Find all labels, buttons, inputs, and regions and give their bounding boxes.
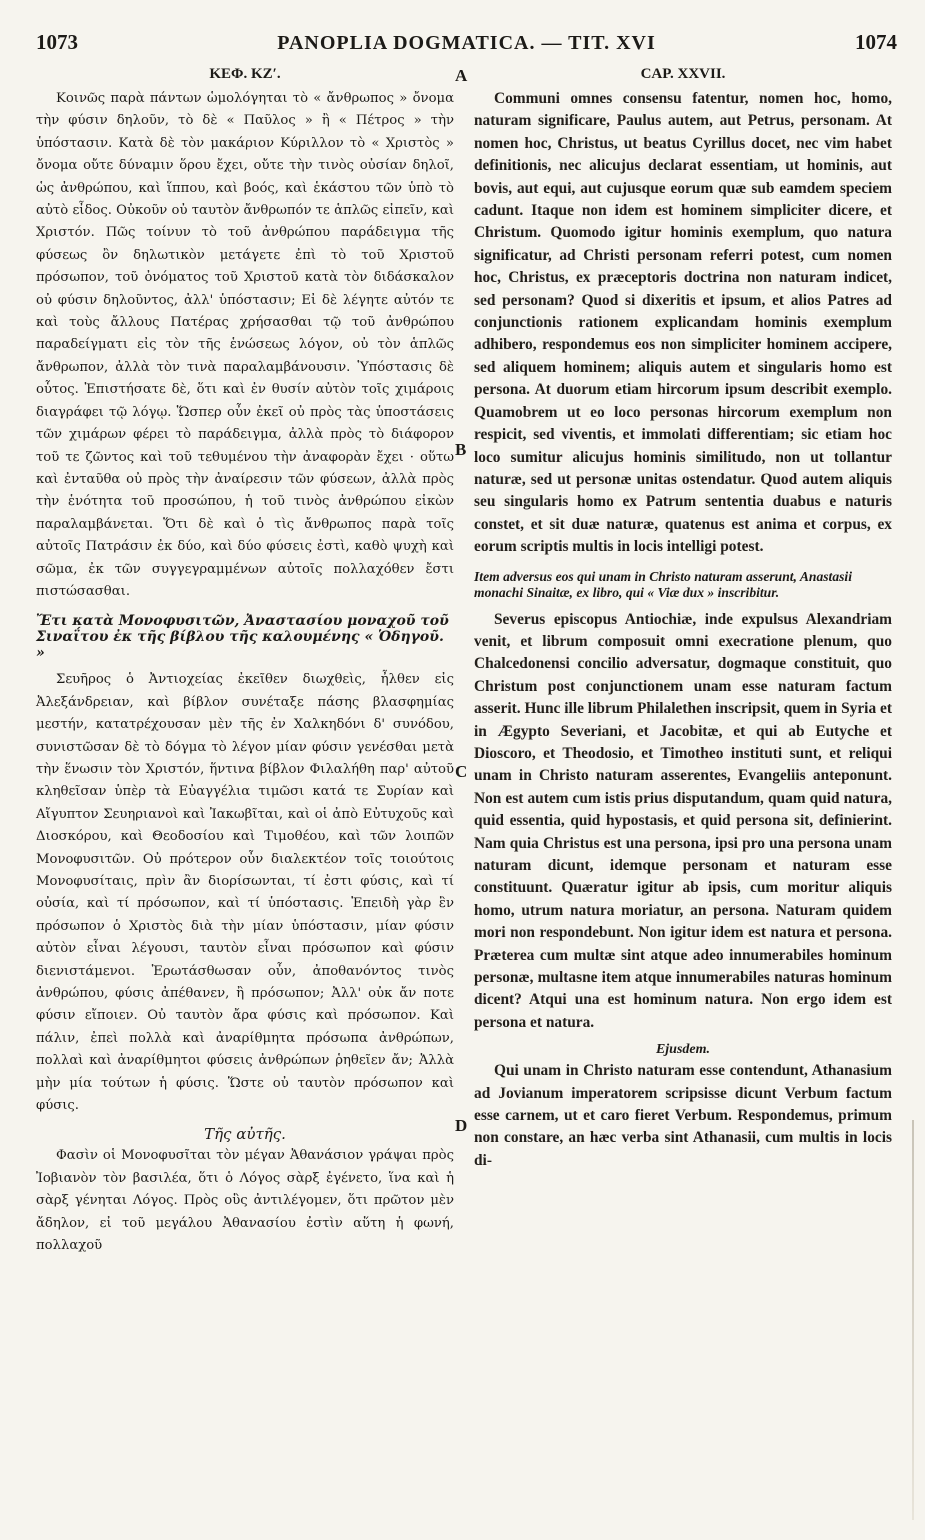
page-edge-shadow xyxy=(912,1120,914,1520)
latin-paragraph-1: Communi omnes consensu fatentur, nomen hoc, homo, naturam significare, Paulus autem, aut Petrus, personam. At nomen hoc, Christus, ut beatus Cyrillus docet, nec vim habet definitionis, nec alicujus declarat essentiam, ut hominis, aut bovis, aut equi, aut cujusque eorum quæ sub eamdem speciem cadunt. Itaque non idem est hominem simpliciter dicere, et Christum. Quomodo igitur hominis exemplum, quo natura significatur, ad Christi personam referri potest, cum nomen hoc, Christus, ex præceptoris doctrina non naturam indicet, sed personam? Quod si dixeritis et ipsum, et alios Patres ad conjunctionis rationem explicandam hominis exemplum adhibero, respondemus eos non simpliciter hominem accipere, sed aliquem hominem; aliquis autem et singularis homo est persona. At duorum etiam hircorum ipsum describit exemplo. Quamobrem ut eo loco personas hircorum exemplum non respicit, sed viventis, et immolati differentiam; sic etiam hoc loco sumitur alicujus hominis similitudo, non ut tollantur naturæ, sed ut personæ unitas ostendatur. Quod autem aliquis seu singularis homo ex Patrum sententia duabus e naturis constet, et sit duæ naturæ, quatenus est anima et corpus, ex eorum scriptis multis in locis intelligi potest. xyxy=(474,90,892,556)
chapter-heading-greek: ΚΕΦ. ΚΖʹ. xyxy=(209,66,281,82)
margin-marker-b: B xyxy=(455,440,467,459)
greek-column xyxy=(36,66,454,1258)
section-heading-latin: Item adversus eos qui unam in Christo naturam asserunt, Anastasii monachi Sinaitæ, ex libro, qui « Viæ dux » inscribitur. xyxy=(474,568,852,600)
subheading-greek: Τῆς αὐτῆς. xyxy=(204,1125,286,1144)
chapter-heading-latin: CAP. XXVII. xyxy=(640,66,726,82)
margin-marker-c: C xyxy=(455,762,468,781)
page-number-right: 1074 xyxy=(854,30,897,54)
greek-paragraph-1: Κοινῶς παρὰ πάντων ὡμολόγηται τὸ « ἄνθρωπος » ὄνομα τὴν φύσιν δηλοῦν, τὸ δὲ « Παῦλος » ἢ « Πέτρος » τὴν ὑπόστασιν. Κατὰ δὲ τὸν μακάριον Κύριλλον τὸ « Χριστὸς » ὄνομα οὔτε δύναμιν ὅρου ἔχει, οὔτε τὴν τινὸς οὐσίαν δηλοῖ, ὡς ἀνθρώπου, καὶ ἵππου, καὶ βοός, καὶ ἑκάστου τῶν ὑπὸ τὸ αὐτὸ εἶδος. Οὐκοῦν οὐ ταυτὸν ἄνθρωπόν τε ἁπλῶς εἰπεῖν, καὶ Χριστόν. Πῶς τοίνυν τὸ τοῦ ἀνθρώπου παράδειγμα τῆς φύσεως ὂν δηλωτικὸν μετάγετε ἐπὶ τὸ τοῦ Χριστοῦ πρόσωπον, τοῦ ὀνόματος τοῦ Χριστοῦ κατὰ τὸν διδάσκαλον οὐ φύσιν δηλοῦντος, ἀλλ' ὑπόστασιν; Εἰ δὲ λέγητε αὐτόν τε καὶ τοὺς ἄλλους Πατέρας χρήσασθαι τῷ τοῦ ἀνθρώπου παραδείγματι εἰς τὸν τῆς ἑνώσεως λόγον, οὐ τὸν ἁπλῶς ἄνθρωπον, ἀλλὰ τὸν τινὰ παραλαμβάνουσιν. Ὑπόστασις δὲ οὗτος. Ἐπιστήσατε δὲ, ὅτι καὶ ἐν θυσίν αὐτὸν τοῖς χιμάροις διαγράφει τῷ λόγῳ. Ὥσπερ οὖν ἐκεῖ οὐ πρὸς τὰς ὑποστάσεις τῶν χιμάρων φέρει τὸ παράδειγμα, ἀλλὰ πρὸς τὸ διάφορον τοῦ τε ζῶντος καὶ τοῦ τεθυμένου τὴν ἀναφορὰν ἔχει · οὕτω καὶ ἐνταῦθα οὐ πρὸς τὴν ἀναίρεσιν τῶν φύσεων, ἀλλὰ πρὸς τὴν ἑνότητα τοῦ προσώπου, ἡ τοῦ τινὸς ἀνθρώπου εἰκὼν παραλαμβάνεται. Ὅτι δὲ καὶ ὁ τὶς ἄνθρωπος παρὰ τοῖς αὐτοῖς Πατράσιν ἐκ δύο, καὶ δύο φύσεις ἐστὶ, καθὸ ψυχὴ καὶ σῶμα, ἐκ τῶν συγγεγραμμένων αὐτοῖς πολλαχόθεν ἔστι πιστώσασθαι. xyxy=(36,91,454,599)
running-head xyxy=(36,30,897,58)
latin-paragraph-3: Qui unam in Christo naturam esse contendunt, Athanasium ad Jovianum imperatorem scripsisse dicunt Verbum factum esse carnem, ut et caro fieret Verbum. Respondemus, primum non constare, an hæc verba sint Athanasii, cum multis in locis di- xyxy=(474,1062,892,1169)
latin-column xyxy=(474,66,892,1172)
margin-marker-a: A xyxy=(455,66,468,85)
margin-marker-d: D xyxy=(455,1116,468,1135)
greek-paragraph-2: Σευῆρος ὁ Ἀντιοχείας ἐκεῖθεν διωχθεὶς, ἦλθεν εἰς Ἀλεξάνδρειαν, καὶ βίβλον συνέταξε πάσης βλασφημίας μεστήν, κατατρέχουσαν μὲν τῆς ἐν Χαλκηδόνι δ' συνόδου, συνιστῶσαν δὲ τὸ δόγμα τὸ λέγον μίαν φύσιν γενέσθαι μετὰ τὴν ἕνωσιν τὸν Χριστόν, ἥντινα βίβλον Φιλαλήθη παρ' αὐτοῦ κληθεῖσαν ὑπὲρ τὰ Εὐαγγέλια τιμῶσι κατά τε Συρίαν καὶ Αἴγυπτον Σευηριανοὶ καὶ Ἰακωβῖται, καὶ οἱ ἀπὸ Εὐτυχοῦς καὶ Διοσκόρου, καὶ Θεοδοσίου καὶ Τιμοθέου, καὶ τῶν λοιπῶν Μονοφυσιτῶν. Οὐ πρότερον οὖν διαλεκτέον τοῖς τοιούτοις Μονοφυσίταις, πρὶν ἂν διορίσωνται, τί ἐστι φύσις, καὶ τί οὐσία, καὶ τί πρόσωπον, καὶ τί ὑπόστασις. Ἐπειδὴ γὰρ ἓν πρόσωπον ὁ Χριστὸς διὰ τὴν μίαν ὑπόστασιν, μίαν φύσιν αὐτὸν εἶναι λέγουσι, ταυτὸν εἶναι πρόσωπον καὶ φύσιν διενιστάμενοι. Ἐρωτάσθωσαν οὖν, ἀποθανόντος τινὸς ἀνθρώπου, φύσις ἀπέθανεν, ἢ πρόσωπον; Ἀλλ' οὐκ ἄν ποτε φύσιν εἴποιεν. Οὐ ταυτὸν ἄρα φύσις καὶ πρόσωπον. Καὶ πάλιν, ἐπεὶ πολλὰ καὶ ἀναρίθμητα πρόσωπα ἀνθρώπων, πολλαὶ καὶ ἀναρίθμητοι φύσεις ἀνθρώπων ῥηθεῖεν ἄν; Ἀλλὰ μὴν μία τούτων ἡ φύσις. Ὥστε οὐ ταυτὸν πρόσωπον καὶ φύσις. xyxy=(36,672,454,1114)
running-title: PANOPLIA DOGMATICA. — TIT. XVI xyxy=(277,32,656,54)
greek-paragraph-3: Φασὶν οἱ Μονοφυσῖται τὸν μέγαν Ἀθανάσιον γράψαι πρὸς Ἰοβιανὸν τὸν βασιλέα, ὅτι ὁ Λόγος σὰρξ ἐγένετο, ἵνα καὶ ἡ σὰρξ γένηται Λόγος. Πρὸς οὓς ἀντιλέγομεν, ὅτι πρῶτον μὲν ἄδηλον, εἰ τοῦ μεγάλου Ἀθανασίου ἐστὶν αὕτη ἡ φωνή, πολλαχοῦ xyxy=(36,1148,454,1254)
page-number-left: 1073 xyxy=(36,30,78,54)
subheading-latin: Ejusdem. xyxy=(655,1042,711,1058)
latin-paragraph-2: Severus episcopus Antiochiæ, inde expulsus Alexandriam venit, et librum composuit omni execratione plenum, quo Chalcedonensi concilio adversatur, dogmaque constituit, quo Christum post conjunctionem unam esse naturam factum asserit. Hunc ille librum Philalethen inscripsit, quem in Syria et in Ægypto Severiani, et Jacobitæ, et qui ab Eutyche et Dioscoro, et Theodosio, et Timotheo instituti sunt, et reliqui unam in Christo naturam asserentes, Evangeliis anteponunt. Non est autem cum istis prius disputandum, quam quid natura, quid essentia, quid hypostasis, et quid persona sit, definierint. Nam quia Christus est una persona, ipsi pro una persona unam naturam dicunt, idemque personam et naturam esse constituunt. Quæratur igitur ab ipsis, cum moritur aliquis homo, utrum natura moriatur, an persona. Naturam quidem mori non respondebunt. Non igitur idem est natura et persona. Præterea cum multæ sint atque adeo innumerabiles hominum personæ, multasne item atque innumerabiles naturas hominum dicent? Atqui una est hominum natura. Non ergo idem est persona et natura. xyxy=(474,610,892,1031)
section-heading-greek: Ἔτι κατὰ Μονοφυσιτῶν, Ἀναστασίου μοναχοῦ τοῦ Σιναΐτου ἐκ τῆς βίβλου τῆς καλουμένης « Ὁδηγοῦ. » xyxy=(36,613,449,662)
